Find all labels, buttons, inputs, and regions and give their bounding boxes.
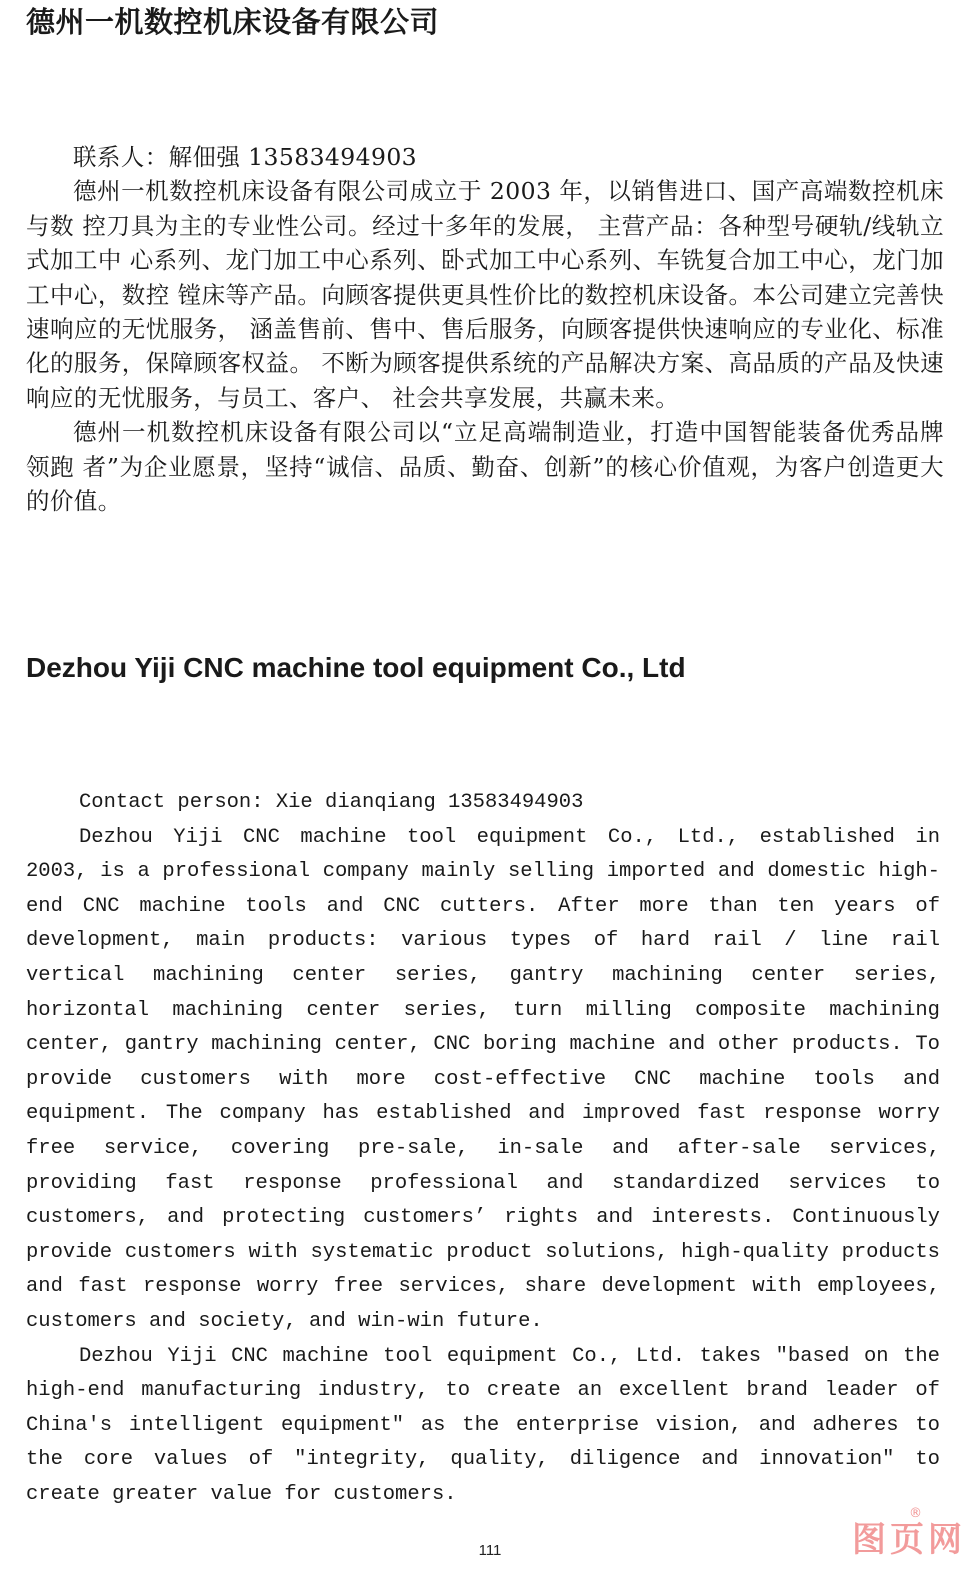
- page-number: 111: [478, 1542, 502, 1559]
- english-vision-paragraph: Dezhou Yiji CNC machine tool equipment Co., Ltd. takes "based on the high-end manufacturing industry, to create an excellent brand leader of China's intelligent equipment" as the enterprise vision, and adheres to the core values of "integrity, quality, diligence and innovation" to create greater value for customers.: [26, 1344, 940, 1506]
- english-body: [26, 786, 940, 1512]
- chinese-vision-paragraph: 德州一机数控机床设备有限公司以“立足高端制造业，打造中国智能装备优秀品牌领跑 者”为企业愿景，坚持“诚信、品质、勤奋、创新”的核心价值观，为客户创造更大的价值。: [26, 418, 944, 516]
- chinese-body: [26, 140, 944, 518]
- chinese-company-title: 德州一机数控机床设备有限公司: [26, 5, 440, 39]
- watermark-logo: 图页网: [852, 1520, 966, 1560]
- english-contact-line: Contact person: Xie dianqiang 13583494903: [79, 791, 584, 814]
- chinese-intro-paragraph: 德州一机数控机床设备有限公司成立于 2003 年，以销售进口、国产高端数控机床与数 控刀具为主的专业性公司。经过十多年的发展， 主营产品：各种型号硬轨/线轨立式加工中 心系列、龙门加工中心系列、卧式加工中心系列、车铣复合加工中心，龙门加工中心，数控 镗床等产品。向顾客提供更具性价比的数控机床设备。本公司建立完善快速响应的无忧服务， 涵盖售前、售中、售后服务，向顾客提供快速响应的专业化、标准化的服务，保障顾客权益。 不断为顾客提供系统的产品解决方案、高品质的产品及快速响应的无忧服务，与员工、客户、 社会共享发展，共赢未来。: [26, 177, 944, 412]
- english-company-title: Dezhou Yiji CNC machine tool equipment Co., Ltd: [26, 652, 686, 683]
- english-intro-paragraph: Dezhou Yiji CNC machine tool equipment Co., Ltd., established in 2003, is a professional company mainly selling imported and domestic high-end CNC machine tools and CNC cutters. After more than ten years of development, main products: various types of hard rail / line rail vertical machining center series, gantry machining center series, horizontal machining center series, turn milling composite machining center, gantry machining center, CNC boring machine and other products. To provide customers with more cost-effective CNC machine tools and equipment. The company has established and improved fast response worry free service, covering pre-sale, in-sale and after-sale services, providing fast response professional and standardized services to customers, and protecting customers’ rights and interests. Continuously provide customers with systematic product solutions, high-quality products and fast response worry free services, share development with employees, customers and society, and win-win future.: [26, 825, 940, 1333]
- registered-mark: ®: [909, 1506, 922, 1521]
- chinese-contact-line: 联系人：解佃强 13583494903: [73, 143, 418, 171]
